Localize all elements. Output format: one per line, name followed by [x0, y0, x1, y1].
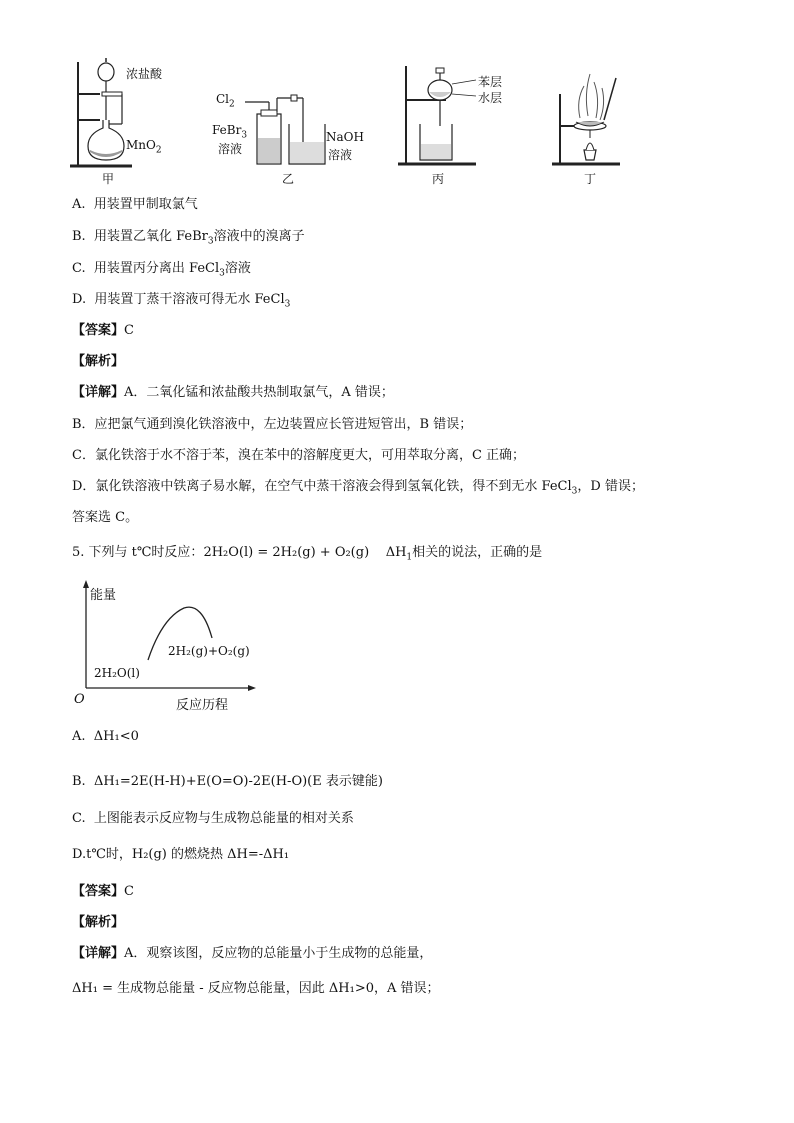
q5-option-b: B. ΔH₁=2E(H-H)+E(O=O)-2E(H-O)(E 表示键能): [72, 774, 383, 789]
yi-right-solution: NaOH: [326, 130, 364, 144]
q5-option-d: D.t℃时，H₂(g) 的燃烧热 ΔH=-ΔH₁: [72, 847, 290, 862]
q5-analysis-heading: 【解析】: [72, 915, 125, 930]
energy-diagram: [72, 578, 272, 718]
q4-detail-line-c: C．氯化铁溶于水不溶于苯，溴在苯中的溶解度更大，可用萃取分离，C 正确；: [72, 448, 526, 463]
bing-label: 丙: [432, 172, 445, 186]
q4-option-c: C. 用装置丙分离出 FeCl$_3$溶液: [72, 261, 251, 279]
bing-lower-layer: 水层: [478, 91, 503, 105]
apparatus-ding-drawing: [550, 64, 630, 168]
q4-conclusion: 答案选 C。: [72, 510, 139, 525]
q4-detail-line-a: 【详解】A．二氧化锰和浓盐酸共热制取氯气，A 错误；: [72, 385, 394, 400]
q4-option-a: A. 用装置甲制取氯气: [72, 197, 198, 212]
jia-reagent-flask: MnO$_2$: [126, 138, 162, 156]
yi-right-solution-word: 溶液: [328, 148, 353, 162]
q5-option-c: C. 上图能表示反应物与生成物总能量的相对关系: [72, 811, 354, 826]
energy-x-label: 反应历程: [176, 698, 229, 713]
yi-left-solution: FeBr$_3$: [212, 123, 248, 141]
q5-option-a: A. ΔH₁<0: [72, 729, 139, 744]
q5-detail-line-2: ΔH₁ = 生成物总能量 - 反应物总能量，因此 ΔH₁>0，A 错误；: [72, 981, 440, 996]
energy-reactant: 2H₂O(l): [94, 666, 140, 680]
q4-detail-line-d: D．氯化铁溶液中铁离子易水解，在空气中蒸干溶液会得到氢氧化铁，得不到无水 FeCl$_3$，D 错误；: [72, 479, 644, 497]
q4-detail-line-b: B．应把氯气通到溴化铁溶液中，左边装置应长管进短管出，B 错误；: [72, 417, 473, 432]
bing-upper-layer: 苯层: [478, 75, 503, 89]
apparatus-jia-drawing: [70, 58, 180, 170]
energy-product: 2H₂(g)+O₂(g): [168, 644, 250, 658]
q5-answer: 【答案】C: [72, 884, 134, 899]
q4-answer: 【答案】C: [72, 323, 134, 338]
apparatus-figure: [60, 58, 680, 188]
energy-y-label: 能量: [90, 588, 117, 603]
jia-reagent-top: 浓盐酸: [126, 67, 163, 81]
jia-label: 甲: [102, 172, 115, 186]
q4-option-b: B. 用装置乙氧化 FeBr$_3$溶液中的溴离子: [72, 229, 305, 247]
q5-detail-line-1: 【详解】A．观察该图，反应物的总能量小于生成物的总能量，: [72, 946, 433, 961]
yi-gas: $Cl_2$: [216, 92, 235, 110]
q4-option-d: D. 用装置丁蒸干溶液可得无水 FeCl$_3$: [72, 292, 291, 310]
yi-left-solution-word: 溶液: [218, 142, 243, 156]
q5-stem: 5. 下列与 t℃时反应：2H₂O(l) = 2H₂(g) + O₂(g) $\Delta H_1$相关的说法，正确的是: [72, 545, 543, 563]
ding-label: 丁: [584, 172, 597, 186]
yi-label: 乙: [282, 172, 295, 186]
energy-origin: O: [74, 692, 85, 707]
q4-analysis-heading: 【解析】: [72, 354, 125, 369]
